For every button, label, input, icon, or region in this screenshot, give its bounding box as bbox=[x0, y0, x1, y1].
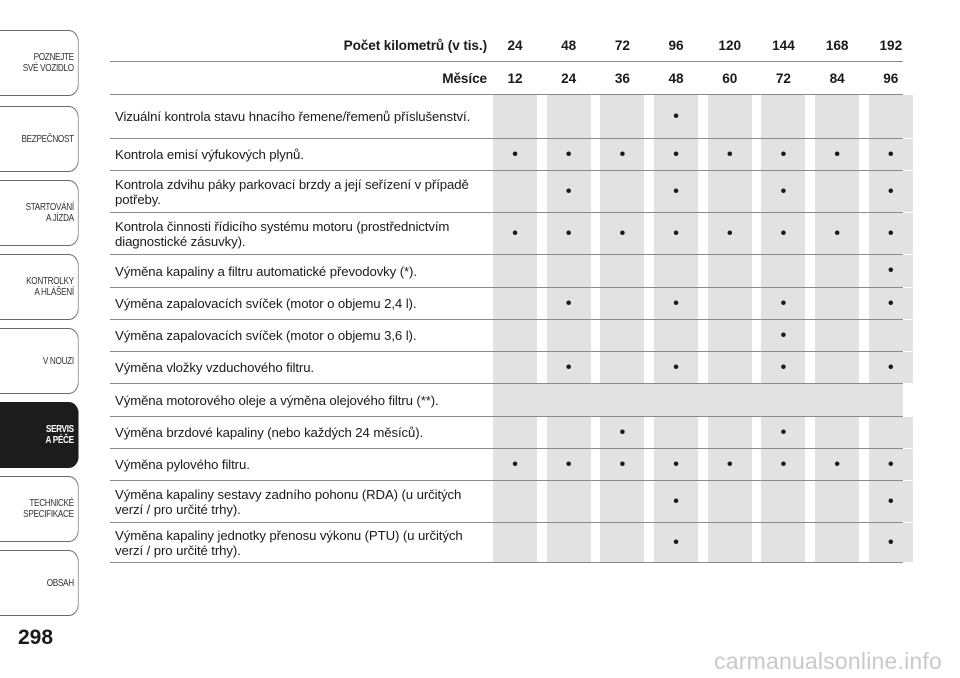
schedule-cell bbox=[600, 352, 644, 383]
schedule-cell bbox=[600, 320, 644, 351]
service-dot: • bbox=[834, 224, 840, 242]
schedule-cell bbox=[869, 255, 913, 287]
service-dot: • bbox=[673, 455, 679, 473]
header-months-value: 48 bbox=[668, 70, 684, 86]
header-months-value: 12 bbox=[507, 70, 523, 86]
schedule-cell bbox=[600, 417, 644, 448]
chapter-tab-7[interactable] bbox=[0, 476, 79, 542]
chapter-tab-3[interactable] bbox=[0, 180, 79, 246]
schedule-cell bbox=[654, 523, 698, 562]
schedule-cell bbox=[708, 449, 752, 480]
schedule-cell bbox=[493, 320, 537, 351]
schedule-cell bbox=[869, 139, 913, 170]
header-km-value: 144 bbox=[772, 38, 795, 53]
schedule-cell bbox=[761, 213, 805, 254]
header-km-value: 72 bbox=[614, 38, 630, 53]
service-dot: • bbox=[619, 455, 626, 473]
schedule-cell bbox=[600, 139, 644, 170]
schedule-cell bbox=[493, 95, 537, 138]
schedule-cell bbox=[493, 288, 537, 319]
schedule-cell bbox=[869, 481, 913, 522]
schedule-cell bbox=[869, 417, 913, 448]
schedule-cell bbox=[815, 139, 859, 170]
schedule-cell bbox=[869, 352, 913, 383]
schedule-cell bbox=[761, 481, 805, 522]
schedule-cell bbox=[761, 255, 805, 287]
service-dot: • bbox=[512, 145, 518, 163]
chapter-tab-label: STARTOVÁNÍ bbox=[25, 202, 74, 213]
schedule-cell bbox=[708, 417, 752, 448]
table-row bbox=[110, 417, 903, 449]
schedule-cell bbox=[761, 352, 805, 383]
service-dot: • bbox=[512, 224, 518, 242]
service-dot: • bbox=[888, 262, 894, 279]
service-dot: • bbox=[834, 145, 840, 163]
chapter-tab-label: POZNEJTE bbox=[33, 52, 74, 63]
schedule-cell bbox=[493, 352, 537, 383]
schedule-cell bbox=[869, 288, 913, 319]
schedule-cell bbox=[761, 95, 805, 138]
schedule-cell bbox=[869, 449, 913, 480]
row-label: Kontrola zdvihu páky parkovací brzdy a její seřízení v případě potřeby. bbox=[115, 176, 469, 207]
schedule-cell bbox=[815, 171, 859, 212]
service-dot: • bbox=[888, 492, 894, 510]
chapter-tab-5[interactable] bbox=[0, 328, 79, 394]
row-label: Výměna kapaliny a filtru automatické převodovky (*). bbox=[115, 263, 417, 279]
schedule-cell bbox=[654, 95, 698, 138]
schedule-cell bbox=[815, 320, 859, 351]
schedule-cell bbox=[600, 95, 644, 138]
chapter-tab-4[interactable] bbox=[0, 254, 79, 320]
table-row bbox=[110, 139, 903, 171]
row-label: Výměna kapaliny jednotky přenosu výkonu (PTU) (u určitých verzí / pro určité trhy). bbox=[115, 527, 463, 558]
schedule-cell bbox=[815, 288, 859, 319]
header-km-value: 48 bbox=[561, 38, 577, 53]
schedule-cell bbox=[547, 449, 591, 480]
table-row bbox=[110, 288, 903, 320]
service-dot: • bbox=[565, 294, 572, 312]
schedule-cell bbox=[708, 171, 752, 212]
schedule-cell bbox=[654, 352, 698, 383]
table-row bbox=[110, 171, 903, 213]
schedule-cell bbox=[547, 417, 591, 448]
schedule-cell bbox=[708, 213, 752, 254]
service-dot: • bbox=[888, 294, 894, 312]
header-km-value: 120 bbox=[718, 38, 742, 53]
chapter-tab-label: SPECIFIKACE bbox=[23, 509, 74, 520]
table-row bbox=[110, 320, 903, 352]
watermark: carmanualsonline.info bbox=[714, 648, 942, 674]
row-label: Výměna pylového filtru. bbox=[115, 457, 250, 472]
schedule-cell bbox=[600, 213, 644, 254]
schedule-cell bbox=[600, 481, 644, 522]
table-row bbox=[110, 95, 903, 139]
service-dot: • bbox=[726, 145, 733, 163]
chapter-tab-label: KONTROLKY bbox=[26, 276, 74, 287]
chapter-tab-1[interactable] bbox=[0, 30, 79, 96]
row-label: Výměna zapalovacích svíček (motor o objemu 3,6 l). bbox=[115, 328, 417, 343]
schedule-cell bbox=[761, 139, 805, 170]
schedule-cell bbox=[815, 255, 859, 287]
schedule-cell bbox=[761, 320, 805, 351]
schedule-cell bbox=[869, 171, 913, 212]
schedule-cell bbox=[869, 213, 913, 254]
schedule-span-cell bbox=[493, 384, 903, 416]
service-dot: • bbox=[673, 145, 679, 163]
schedule-cell bbox=[654, 139, 698, 170]
schedule-cell bbox=[493, 139, 537, 170]
maintenance-schedule-table bbox=[110, 30, 903, 563]
service-dot: • bbox=[565, 182, 572, 200]
header-label-km: Počet kilometrů (v tis.) bbox=[343, 38, 487, 53]
schedule-cell bbox=[547, 95, 591, 138]
schedule-cell bbox=[708, 352, 752, 383]
service-dot: • bbox=[512, 455, 518, 473]
service-dot: • bbox=[888, 182, 894, 200]
service-dot: • bbox=[619, 423, 626, 441]
row-label: Výměna kapaliny sestavy zadního pohonu (RDA) (u určitých verzí / pro určité trhy). bbox=[115, 486, 462, 517]
schedule-cell bbox=[815, 481, 859, 522]
schedule-cell bbox=[547, 352, 591, 383]
service-dot: • bbox=[673, 182, 679, 200]
row-label: Výměna brzdové kapaliny (nebo každých 24 měsíců). bbox=[115, 425, 424, 440]
schedule-cell bbox=[815, 352, 859, 383]
header-months-value: 36 bbox=[614, 70, 630, 86]
row-label: Kontrola emisí výfukových plynů. bbox=[115, 147, 304, 162]
service-dot: • bbox=[780, 145, 787, 163]
service-dot: • bbox=[726, 224, 733, 242]
header-km-value: 192 bbox=[879, 38, 903, 53]
schedule-cell bbox=[708, 320, 752, 351]
chapter-tab-label: TECHNICKÉ bbox=[29, 498, 74, 509]
header-km-value: 168 bbox=[825, 38, 849, 53]
service-dot: • bbox=[673, 358, 679, 376]
schedule-cell bbox=[547, 320, 591, 351]
schedule-cell bbox=[761, 171, 805, 212]
chapter-tab-label: BEZPEČNOST bbox=[21, 133, 74, 145]
schedule-cell bbox=[761, 523, 805, 562]
service-dot: • bbox=[780, 455, 787, 473]
chapter-tab-label: SVÉ VOZIDLO bbox=[22, 63, 74, 74]
schedule-cell bbox=[869, 95, 913, 138]
header-row-km bbox=[110, 30, 903, 62]
table-row bbox=[110, 449, 903, 481]
table-row bbox=[110, 481, 903, 523]
schedule-cell bbox=[654, 449, 698, 480]
schedule-cell bbox=[600, 523, 644, 562]
schedule-cell bbox=[708, 95, 752, 138]
service-dot: • bbox=[673, 533, 679, 551]
header-months-value: 72 bbox=[775, 70, 791, 86]
service-dot: • bbox=[888, 224, 894, 242]
chapter-tab-label: A JÍZDA bbox=[46, 213, 74, 224]
table-row bbox=[110, 523, 903, 563]
service-dot: • bbox=[780, 423, 787, 441]
service-dot: • bbox=[834, 455, 840, 473]
service-dot: • bbox=[780, 358, 787, 376]
schedule-cell bbox=[547, 171, 591, 212]
schedule-cell bbox=[654, 481, 698, 522]
schedule-cell bbox=[708, 255, 752, 287]
service-dot: • bbox=[888, 455, 894, 473]
row-label: Výměna vložky vzduchového filtru. bbox=[115, 360, 315, 375]
schedule-cell bbox=[815, 523, 859, 562]
service-dot: • bbox=[673, 294, 679, 312]
service-dot: • bbox=[673, 492, 679, 510]
schedule-cell bbox=[493, 417, 537, 448]
schedule-cell bbox=[761, 449, 805, 480]
schedule-cell bbox=[493, 523, 537, 562]
schedule-cell bbox=[600, 171, 644, 212]
schedule-cell bbox=[654, 288, 698, 319]
schedule-cell bbox=[547, 255, 591, 287]
chapter-tab-label: A PÉČE bbox=[45, 435, 74, 446]
chapter-tab-label: V NOUZI bbox=[42, 355, 74, 367]
service-dot: • bbox=[565, 455, 572, 473]
schedule-cell bbox=[600, 255, 644, 287]
schedule-cell bbox=[869, 523, 913, 562]
schedule-cell bbox=[869, 320, 913, 351]
header-row-months bbox=[110, 62, 903, 95]
schedule-cell bbox=[654, 255, 698, 287]
row-label: Vizuální kontrola stavu hnacího řemene/řemenů příslušenství. bbox=[115, 109, 471, 124]
service-dot: • bbox=[565, 145, 572, 163]
page-number: 298 bbox=[18, 626, 54, 649]
schedule-cell bbox=[547, 523, 591, 562]
schedule-cell bbox=[654, 213, 698, 254]
schedule-cell bbox=[493, 481, 537, 522]
schedule-cell bbox=[493, 255, 537, 287]
service-dot: • bbox=[888, 533, 894, 551]
schedule-cell bbox=[493, 171, 537, 212]
table-row bbox=[110, 213, 903, 255]
service-dot: • bbox=[619, 145, 626, 163]
chapter-tab-2[interactable] bbox=[0, 106, 79, 172]
chapter-tab-label: A HLÁŠENÍ bbox=[34, 287, 74, 298]
header-months-value: 96 bbox=[883, 70, 899, 86]
schedule-cell bbox=[493, 449, 537, 480]
header-km-value: 96 bbox=[668, 38, 684, 53]
table-row bbox=[110, 255, 903, 288]
service-dot: • bbox=[565, 224, 572, 242]
service-dot: • bbox=[780, 294, 787, 312]
chapter-tab-label: OBSAH bbox=[46, 577, 74, 589]
schedule-cell bbox=[547, 481, 591, 522]
header-label-months: Měsíce bbox=[442, 70, 487, 86]
schedule-cell bbox=[708, 523, 752, 562]
service-dot: • bbox=[673, 107, 679, 125]
row-label: Výměna zapalovacích svíček (motor o objemu 2,4 l). bbox=[115, 296, 417, 311]
table-row bbox=[110, 384, 903, 417]
schedule-cell bbox=[654, 417, 698, 448]
service-dot: • bbox=[726, 455, 733, 473]
service-dot: • bbox=[673, 224, 679, 242]
service-dot: • bbox=[780, 182, 787, 200]
schedule-cell bbox=[547, 213, 591, 254]
schedule-cell bbox=[547, 288, 591, 319]
schedule-cell bbox=[815, 449, 859, 480]
chapter-tab-8[interactable] bbox=[0, 550, 79, 616]
chapter-tab-6[interactable] bbox=[0, 402, 79, 468]
header-months-value: 24 bbox=[561, 70, 577, 86]
header-km-value: 24 bbox=[507, 38, 523, 53]
schedule-cell bbox=[761, 417, 805, 448]
schedule-cell bbox=[654, 171, 698, 212]
table-row bbox=[110, 352, 903, 384]
service-dot: • bbox=[780, 326, 787, 344]
schedule-cell bbox=[493, 213, 537, 254]
schedule-cell bbox=[600, 449, 644, 480]
schedule-cell bbox=[708, 481, 752, 522]
service-dot: • bbox=[565, 358, 572, 376]
schedule-cell bbox=[815, 95, 859, 138]
header-months-value: 84 bbox=[829, 70, 845, 86]
schedule-cell bbox=[600, 288, 644, 319]
service-dot: • bbox=[888, 145, 894, 163]
service-dot: • bbox=[780, 224, 787, 242]
schedule-cell bbox=[654, 320, 698, 351]
schedule-cell bbox=[761, 288, 805, 319]
schedule-cell bbox=[547, 139, 591, 170]
service-dot: • bbox=[888, 358, 894, 376]
chapter-tab-label: SERVIS bbox=[45, 424, 74, 435]
header-months-value: 60 bbox=[722, 70, 738, 86]
schedule-cell bbox=[815, 213, 859, 254]
service-dot: • bbox=[619, 224, 626, 242]
schedule-cell bbox=[815, 417, 859, 448]
row-label: Kontrola činnosti řídicího systému motoru (prostřednictvím diagnostické zásuvky). bbox=[115, 218, 450, 249]
row-label: Výměna motorového oleje a výměna olejového filtru (**). bbox=[115, 392, 439, 408]
schedule-cell bbox=[708, 139, 752, 170]
schedule-cell bbox=[708, 288, 752, 319]
